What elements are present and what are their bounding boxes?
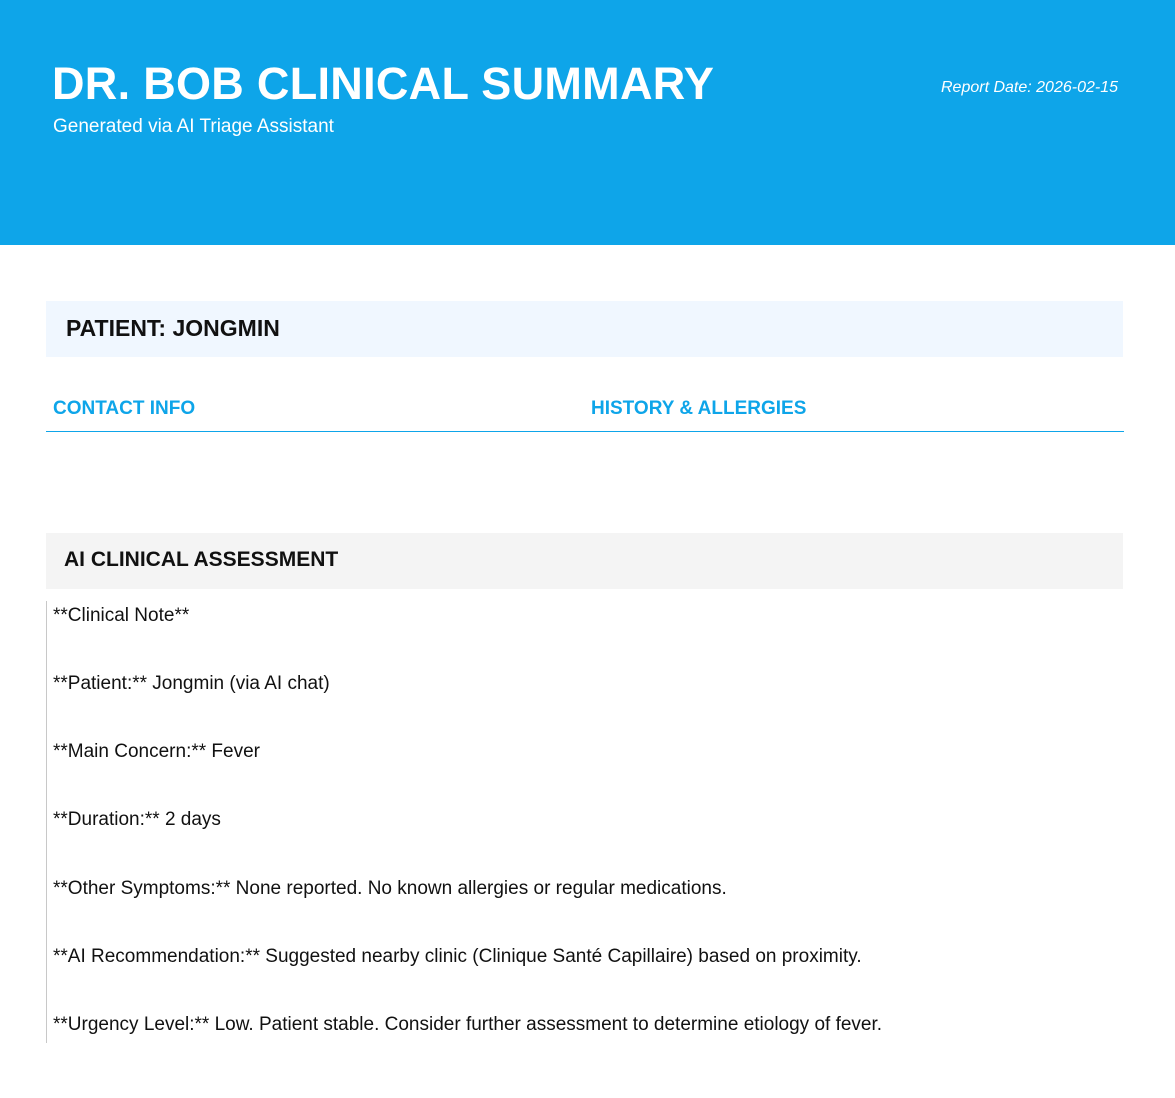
report-title: DR. BOB CLINICAL SUMMARY <box>52 58 715 109</box>
info-sections-header <box>46 390 1124 432</box>
note-line-other-symptoms: **Other Symptoms:** None reported. No known allergies or regular medications. <box>53 878 727 899</box>
history-allergies-heading: HISTORY & ALLERGIES <box>591 398 807 419</box>
note-line-clinical-note: **Clinical Note** <box>53 605 190 626</box>
contact-info-heading: CONTACT INFO <box>53 398 196 419</box>
note-line-patient: **Patient:** Jongmin (via AI chat) <box>53 673 330 694</box>
report-header <box>0 0 1175 245</box>
report-subtitle: Generated via AI Triage Assistant <box>53 116 334 137</box>
report-date: Report Date: 2026-02-15 <box>941 79 1118 96</box>
note-line-ai-recommendation: **AI Recommendation:** Suggested nearby clinic (Clinique Santé Capillaire) based on proximity. <box>53 946 862 967</box>
clinical-note <box>46 601 1124 1043</box>
note-line-duration: **Duration:** 2 days <box>53 809 221 830</box>
patient-banner <box>46 301 1123 357</box>
note-line-urgency-level: **Urgency Level:** Low. Patient stable. Consider further assessment to determine etiology of fever. <box>53 1014 883 1035</box>
patient-name: PATIENT: JONGMIN <box>66 315 280 341</box>
assessment-heading: AI CLINICAL ASSESSMENT <box>64 548 339 571</box>
assessment-banner <box>46 533 1123 589</box>
note-line-main-concern: **Main Concern:** Fever <box>53 741 260 762</box>
